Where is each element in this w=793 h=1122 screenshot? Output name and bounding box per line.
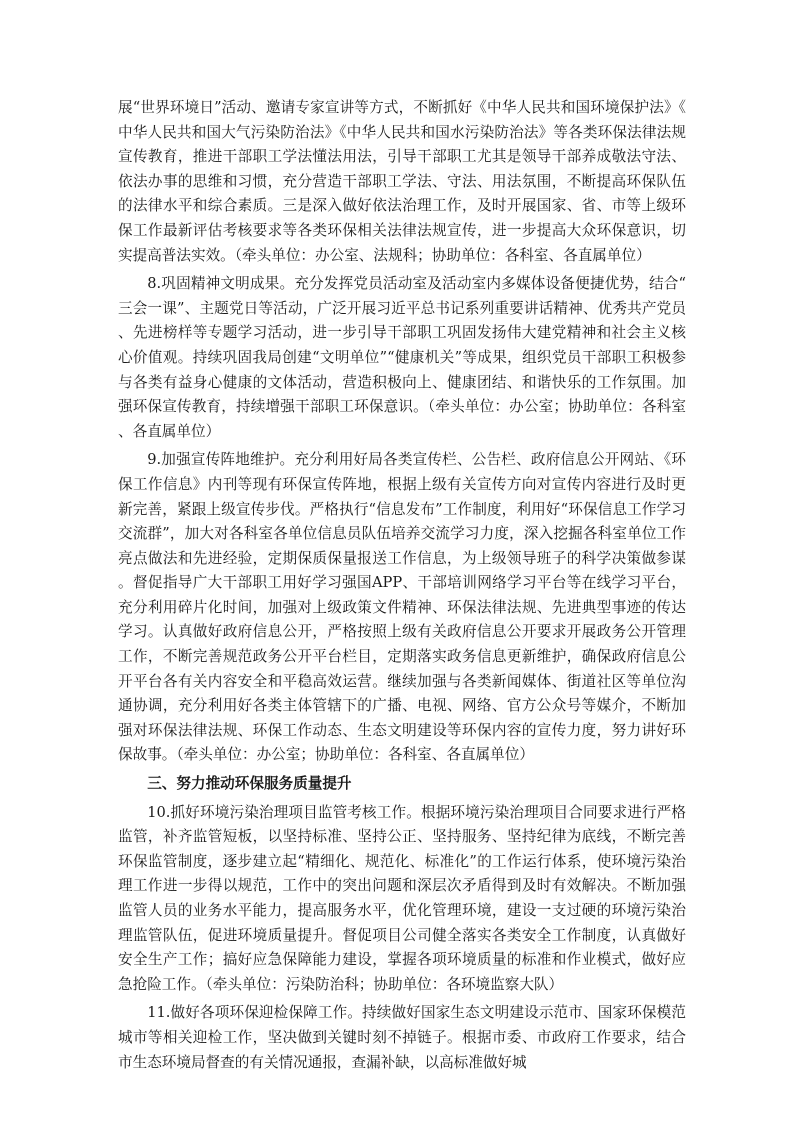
paragraph-item-9-publicity: 9.加强宣传阵地维护。充分利用好局各类宣传栏、公告栏、政府信息公开网站、《环保工作信息》内刊等现有环保宣传阵地，根据上级有关宣传方向对宣传内容进行及时更新完善，紧跟上级宣传步伐。严格执行“信息发布”工作制度，利用好“环保信息工作学习交流群”，加大对各科室各单位信息员队伍培养交流学习力度，深入挖掘各科室单位工作亮点做法和先进经验，定期保质保量报送工作信息，为上级领导班子的科学决策做参谋。督促指导广大干部职工用好学习强国APP、干部培训网络学习平台等在线学习平台，充分利用碎片化时间，加强对上级政策文件精神、环保法律法规、先进典型事迹的传达学习。认真做好政府信息公开，严格按照上级有关政府信息公开要求开展政务公开管理工作，不断完善规范政务公开平台栏目，定期落实政务信息更新维护，确保政府信息公开平台各有关内容安全和平稳高效运营。继续加强与各类新闻媒体、街道社区等单位沟通协调，充分利用好各类主体管辖下的广播、电视、网络、官方公众号等媒介，不断加强对环保法律法规、环保工作动态、生态文明建设等环保内容的宣传力度，努力讲好环保故事。（牵头单位：办公室；协助单位：各科室、各直属单位） bbox=[118, 451, 686, 764]
paragraph-item-11-inspection: 11.做好各项环保迎检保障工作。持续做好国家生态文明建设示范市、国家环保模范城市等相关迎检工作，坚决做到关键时刻不掉链子。根据市委、市政府工作要求，结合市生态环境局督查的有关情况通报，查漏补缺，以高标准做好城 bbox=[118, 1004, 686, 1071]
paragraph-item-10-pollution-control: 10.抓好环境污染治理项目监管考核工作。根据环境污染治理项目合同要求进行严格监管，补齐监管短板，以坚持标准、坚持公正、坚持服务、坚持纪律为底线，不断完善环保监管制度，逐步建立起“精细化、规范化、标准化”的工作运行体系，使环境污染治理工作进一步得以规范，工作中的突出问题和深层次矛盾得到及时有效解决。不断加强监管人员的业务水平能力，提高服务水平，优化管理环境，建设一支过硬的环境污染治理监管队伍，促进环境质量提升。督促项目公司健全落实各类安全工作制度，认真做好安全生产工作；搞好应急保障能力建设，掌握各项环境质量的标准和作业模式，做好应急抢险工作。（牵头单位：污染防治科；协助单位：各环境监察大队） bbox=[118, 803, 686, 993]
document-page bbox=[118, 96, 686, 1079]
paragraph-item-8-civilization: 8.巩固精神文明成果。充分发挥党员活动室及活动室内多媒体设备便捷优势，结合“三会一课”、主题党日等活动，广泛开展习近平总书记系列重要讲话精神、优秀共产党员、先进榜样等专题学习活动，进一步引导干部职工巩固发扬伟大建党精神和社会主义核心价值观。持续巩固我局创建“文明单位”“健康机关”等成果，组织党员干部职工积极参与各类有益身心健康的文体活动，营造积极向上、健康团结、和谐快乐的工作氛围。加强环保宣传教育，持续增强干部职工环保意识。（牵头单位：办公室；协助单位：各科室、各直属单位） bbox=[118, 275, 686, 440]
section-heading-3: 三、努力推动环保服务质量提升 bbox=[147, 775, 352, 793]
paragraph-legal-education: 展“世界环境日”活动、邀请专家宣讲等方式，不断抓好《中华人民共和国环境保护法》《中华人民共和国大气污染防治法》《中华人民共和国水污染防治法》等各类环保法律法规宣传教育，推进干部职工学法懂法用法，引导干部职工尤其是领导干部养成敬法守法、依法办事的思维和习惯，充分营造干部职工学法、守法、用法氛围，不断提高环保队伍的法律水平和综合素质。三是深入做好依法治理工作，及时开展国家、省、市等上级环保工作最新评估考核要求等各类环保相关法律法规宣传，进一步提高大众环保意识，切实提高普法实效。（牵头单位：办公室、法规科；协助单位：各科室、各直属单位） bbox=[118, 99, 686, 264]
